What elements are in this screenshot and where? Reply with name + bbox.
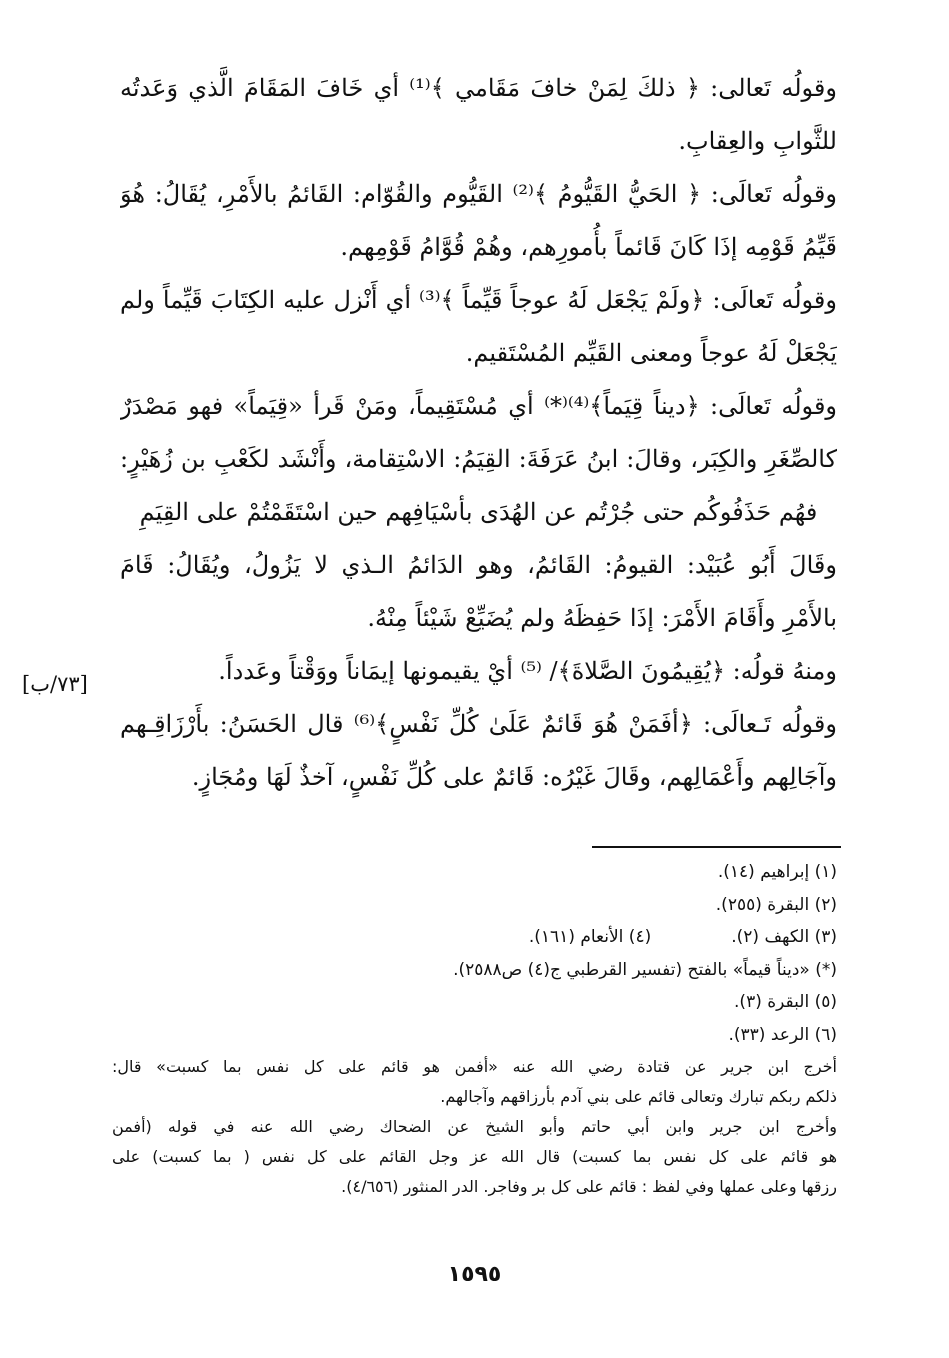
footnote: (٢) البقرة (٢٥٥). [715,894,837,915]
note-line: رزقها وعلى عملها وفي لفظ : قائم على كل بر وفاجر. الدر المنثور (٤/٦٥٦). [341,1177,837,1196]
footnote: (*) «ديناً قيماً» بالفتح (تفسير القرطبي ج(٤) ص٢٥٨٨). [453,959,837,980]
note-line: أخرج ابن جرير عن قتادة رضي الله عنه «أفمن هو قائم على كل نفس بما كسبت» قال: [112,1057,837,1076]
text-line: يَجْعَلْ لَهُ عوجاً ومعنى القَيِّم المُسْتَقيم. [465,339,837,367]
text-line: وقولُه تَـعالَى: ﴿أفَمَنْ هُوَ قَائمٌ عَلَىٰ كُلِّ نَفْسٍ﴾⁽⁶⁾ قال الحَسَنُ: بأَرْزَاقِـهم [120,710,837,738]
note-line: ذلكم ربكم تبارك وتعالى قائم على بني آدم بأرزاقهم وآجالهم. [440,1087,837,1106]
main-text [120,62,837,804]
note-line: هو قائم على كل نفس بما كسبت) قال الله عز وجل القائم على كل نفس ( بما كسبت) على [112,1147,837,1166]
text-line: وقولُه تَعالَى: ﴿ولَمْ يَجْعَل لَهُ عوجاً قَيِّماً ﴾⁽³⁾ أي أَنْزل عليه الكِتَابَ قَيِّماً ولم [120,286,837,314]
footnote: (٣) الكهف (٢). [731,927,837,947]
text-line: قَيِّمُ قَوْمِه إذَا كَانَ قَائماً بأُمورِهم، وهُمْ قُوَّامُ قَوْمِهم. [340,233,837,261]
footnote: (٤) الأنعام (١٦١). [528,927,652,947]
text-line: وقَالَ أَبُو عُبَيْد: القيومُ: القَائمُ، وهو الدَائمُ الـذي لا يَزُولُ، ويُقَالُ: قَامَ [120,551,837,579]
text-line: وقولُه تَعالى: ﴿ ذلكَ لِمَنْ خافَ مَقَامي ﴾⁽¹⁾ أي خَافَ المَقَامَ الَّذي وَعَدتُه [120,74,837,102]
poetry-verse: فهُم حَذَفُوكُم حتى جُرْتُم عن الهُدَى بأسْيَافِهم حين اسْتَقَمْتُمْ على القِيَمِ [139,498,818,526]
text-line: كالصِّغَرِ والكِبَر، وقالَ: ابنُ عَرَفَةَ: القِيَمُ: الاسْتِقامة، وأَنْشَد لكَعْبِ بن زُهَيْرٍ: [120,445,837,473]
note-line: وأخرج ابن جرير وابن أبي حاتم وأبو الشيخ عن الضحاك رضي الله عنه في قوله (أفمن [112,1117,837,1136]
margin-folio-reference: [٧٣/ب] [22,672,88,696]
footnote-row [117,921,837,954]
text-line: للثَّوابِ والعِقابِ. [678,127,837,155]
page-number: ١٥٩٥ [447,1262,502,1287]
footnote-divider [592,846,841,848]
text-line: وقولُه تَعالَى: ﴿ديناً قِيَماً﴾⁽⁴⁾⁽*⁾ أي مُسْتَقِيماً، ومَنْ قَرأ «قِيَماً» فهو مَصْدَرٌ [120,392,837,420]
footnote: (١) إبراهيم (١٤). [717,862,837,882]
text-line: وقولُه تَعالَى: ﴿ الحَيُّ القَيُّومُ ﴾⁽²⁾ القَيُّوم والقُوّام: القَائمُ بالأَمْرِ، يُقَالُ: هُوَ [120,180,837,208]
editor-note [112,1052,837,1202]
text-line: وآجَالِهم وأَعْمَالِهم، وقَالَ غَيْرُه: قَائمٌ على كُلِّ نَفْسٍ، آخذٌ لَهَا ومُجَازٍ. [191,763,837,791]
text-line: بالأَمْرِ وأَقَامَ الأَمْرَ: إذَا حَفِظَهُ ولم يُضَيِّعْ شَيْئاً مِنْهُ. [367,604,837,632]
footnotes [117,856,837,1051]
footnote: (٥) البقرة (٣). [734,992,837,1012]
footnote: (٦) الرعد (٣٣). [728,1024,837,1045]
text-line: ومنهُ قولُه: ﴿يُقِيمُونَ الصَّلاةَ﴾/ ⁽⁵⁾ أيْ يقيمونها إيمَاناً ووَقْتاً وعَدداً. [218,657,837,685]
